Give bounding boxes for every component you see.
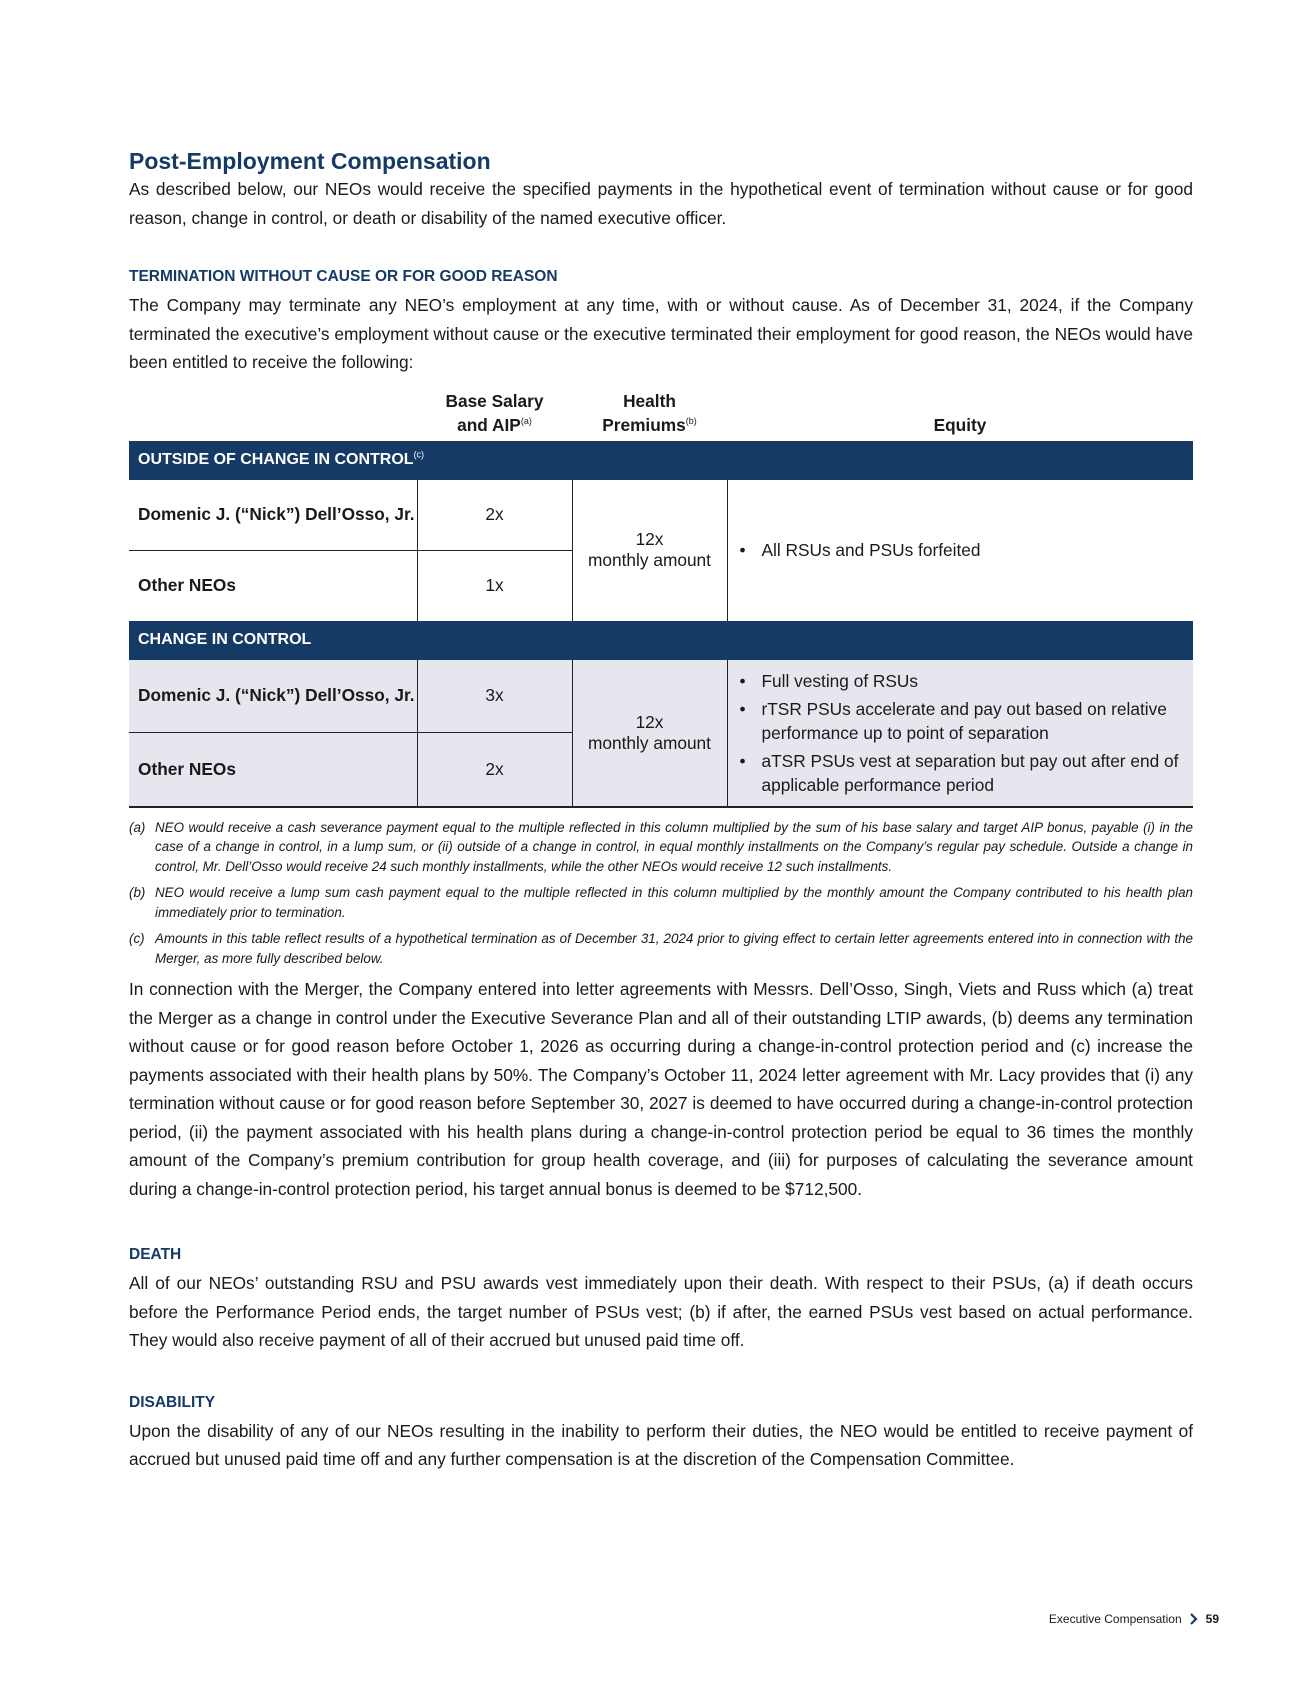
equity-bullet: • All RSUs and PSUs forfeited: [738, 538, 1186, 562]
equity-cell: [727, 660, 1193, 807]
footnote: (b) NEO would receive a lump sum cash payment equal to the multiple reflected in this column multiplied by the monthly amount the Company contributed to his health plan immediately prior to termination.: [129, 885, 1193, 920]
footnote-ref-c: (c): [413, 449, 425, 460]
row-name: Domenic J. (“Nick”) Dell’Osso, Jr.: [129, 660, 417, 733]
section-cic: CHANGE IN CONTROL: [129, 621, 1193, 660]
severance-table: [129, 389, 1193, 808]
intro-paragraph: As described below, our NEOs would receive the specified payments in the hypothetical event of termination without cause or for good reason, change in control, or death or disability of the named executive officer.: [129, 179, 1193, 228]
row-salary-multiple: 1x: [417, 550, 572, 621]
page-title: Post-Employment Compensation: [129, 148, 491, 174]
equity-cell: [727, 480, 1193, 621]
page-number: 59: [1205, 1612, 1219, 1626]
merger-paragraph: In connection with the Merger, the Company entered into letter agreements with Messrs. Dell’Osso, Singh, Viets and Russ which (a) treat the Merger as a change in control under the Executive Severance Plan and all of their outstanding LTIP awards, (b) deems any termination without cause or for good reason before October 1, 2026 as occurring during a change-in-control protection period and (c) increase the payments associated with their health plans by 50%. The Company’s October 11, 2024 letter agreement with Mr. Lacy provides that (i) any termination without cause or for good reason before September 30, 2027 is deemed to have occurred during a change-in-control protection period, (ii) the payment associated with his health plans during a change-in-control protection period be equal to 36 times the monthly amount of the Company’s premium contribution for group health coverage, and (iii) for purposes of calculating the severance amount during a change-in-control protection period, his target annual bonus is deemed to be $712,500.: [129, 979, 1193, 1199]
table-row: [129, 480, 1193, 551]
footnote-ref-b: (b): [685, 415, 697, 426]
header-base-salary: Base Salary and AIP$^{(a)}$: [445, 390, 544, 435]
footnote: (c) Amounts in this table reflect results of a hypothetical termination as of December 31, 2024 prior to giving effect to certain letter agreements entered into in connection with the Merger, as more fully described below.: [129, 931, 1193, 966]
header-blank: [129, 389, 417, 441]
table-header-row: [129, 389, 1193, 441]
table-row: [129, 660, 1193, 733]
page-footer: [1049, 1612, 1219, 1626]
header-health-premiums: Health Premiums$^{(b)}$: [602, 390, 697, 435]
row-name: Domenic J. (“Nick”) Dell’Osso, Jr.: [129, 480, 417, 551]
row-salary-multiple: 2x: [417, 480, 572, 551]
death-heading: DEATH: [129, 1246, 182, 1263]
section-outside-cic: OUTSIDE OF CHANGE IN CONTROL$^{(c)}$: [129, 441, 1193, 480]
equity-bullet: • rTSR PSUs accelerate and pay out based on relative performance up to point of separation: [738, 697, 1186, 745]
footnote-ref-a: (a): [520, 415, 532, 426]
equity-bullet: • Full vesting of RSUs: [738, 669, 1186, 693]
chevron-right-icon: [1189, 1613, 1199, 1625]
health-premium-cell: 12x monthly amount: [572, 480, 727, 621]
health-premium-cell: 12x monthly amount: [572, 660, 727, 807]
row-salary-multiple: 2x: [417, 732, 572, 807]
page-content: [129, 148, 1193, 1474]
termination-paragraph: The Company may terminate any NEO’s employment at any time, with or without cause. As of December 31, 2024, if the Company terminated the executive’s employment without cause or the executive terminated their employment for good reason, the NEOs would have been entitled to receive the following:: [129, 295, 1193, 372]
row-name: Other NEOs: [129, 732, 417, 807]
header-equity: Equity: [933, 414, 987, 435]
equity-bullet: • aTSR PSUs vest at separation but pay out after end of applicable performance period: [738, 749, 1186, 797]
row-salary-multiple: 3x: [417, 660, 572, 733]
disability-heading: DISABILITY: [129, 1393, 216, 1411]
death-paragraph: All of our NEOs’ outstanding RSU and PSU awards vest immediately upon their death. With respect to their PSUs, (a) if death occurs before the Performance Period ends, the target number of PSUs vest; (b) if after, the earned PSUs vest based on actual performance. They would also receive payment of all of their accrued but unused paid time off.: [129, 1273, 1193, 1350]
table-footnotes: [129, 818, 1193, 969]
row-name: Other NEOs: [129, 550, 417, 621]
disability-paragraph: Upon the disability of any of our NEOs resulting in the inability to perform their duties, the NEO would be entitled to receive payment of accrued but unused paid time off and any further compensation is at the discretion of the Compensation Committee.: [129, 1420, 1193, 1469]
footer-section-label: Executive Compensation: [1048, 1612, 1182, 1626]
termination-heading: TERMINATION WITHOUT CAUSE OR FOR GOOD REASON: [129, 268, 558, 285]
footnote: (a) NEO would receive a cash severance payment equal to the multiple reflected in this column multiplied by the sum of his base salary and target AIP bonus, payable (i) in the case of a change in control, in a lump sum, or (ii) outside of a change in control, in equal monthly installments on the Company’s regular pay schedule. Outside a change in control, Mr. Dell’Osso would receive 24 such monthly installments, while the other NEOs would receive 12 such installments.: [129, 819, 1193, 874]
